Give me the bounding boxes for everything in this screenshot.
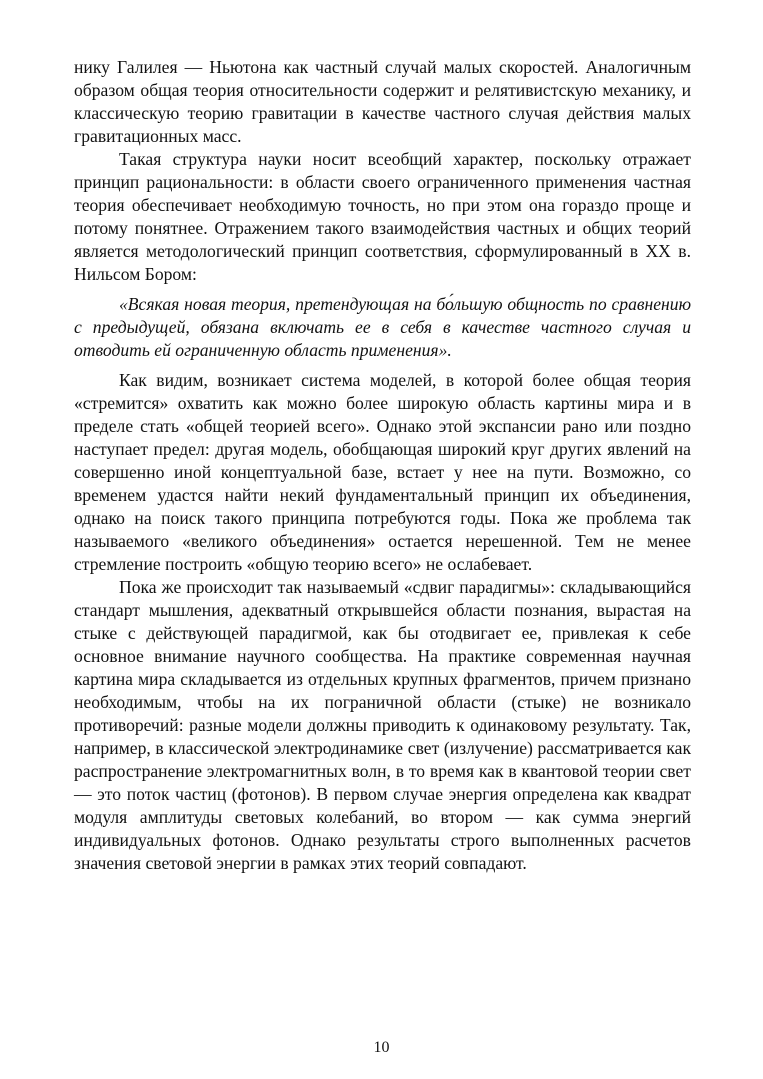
page-body: [74, 56, 691, 875]
paragraph-continuation: нику Галилея — Ньютона как частный случай малых скоростей. Аналогичным образом общая теория относительности содержит и релятивистскую механику, и классическую теорию гравитации в качестве частного случая действия малых гравитационных масс.: [74, 57, 691, 146]
paragraph-paradigm-shift: Пока же происходит так называемый «сдвиг парадигмы»: складывающийся стандарт мышления, адекватный открывшейся области познания, вырастая на стыке с действующей парадигмой, как бы отодвигает ее, привлекая к себе основное внимание научного сообщества. На практике современная научная картина мира складывается из отдельных крупных фрагментов, причем признано необходимым, чтобы на их пограничной области (стыке) не возникало противоречий: разные модели должны приводить к одинаковому результату. Так, например, в классической электродинамике свет (излучение) рассматривается как распространение электромагнитных волн, в то время как в квантовой теории свет — это поток частиц (фотонов). В первом случае энергия определена как квадрат модуля амплитуды световых колебаний, во втором — как сумма энергий индивидуальных фотонов. Однако результаты строго выполненных расчетов значения световой энергии в рамках этих теорий совпадают.: [74, 577, 691, 873]
paragraph-system-of-models: Как видим, возникает система моделей, в которой более общая теория «стремится» охватить как можно более широкую область картины мира и в пределе стать «общей теорией всего». Однако этой экспансии рано или поздно наступает предел: другая модель, обобщающая широкий круг других явлений на совершенно иной концептуальной базе, встает у нее на пути. Возможно, со временем удастся найти некий фундаментальный принцип их объединения, однако на поиск такого принципа потребуются годы. Пока же проблема так называемого «великого объединения» остается нерешенной. Тем не менее стремление построить «общую теорию всего» не ослабевает.: [74, 370, 691, 574]
paragraph-structure-of-science: Такая структура науки носит всеобщий характер, поскольку отражает принцип рациональности: в области своего ограниченного применения частная теория обеспечивает необходимую точность, но при этом она гораздо проще и потому понятнее. Отражением такого взаимодействия частных и общих теорий является методологический принцип соответствия, сформулированный в XX в. Нильсом Бором:: [74, 149, 691, 284]
quote-bohr: «Всякая новая теория, претендующая на бо́льшую общность по сравнению с предыдущей, обязана включать ее в себя в качестве частного случая и отводить ей ограниченную область применения».: [74, 294, 691, 360]
page-number: 10: [373, 1039, 390, 1056]
